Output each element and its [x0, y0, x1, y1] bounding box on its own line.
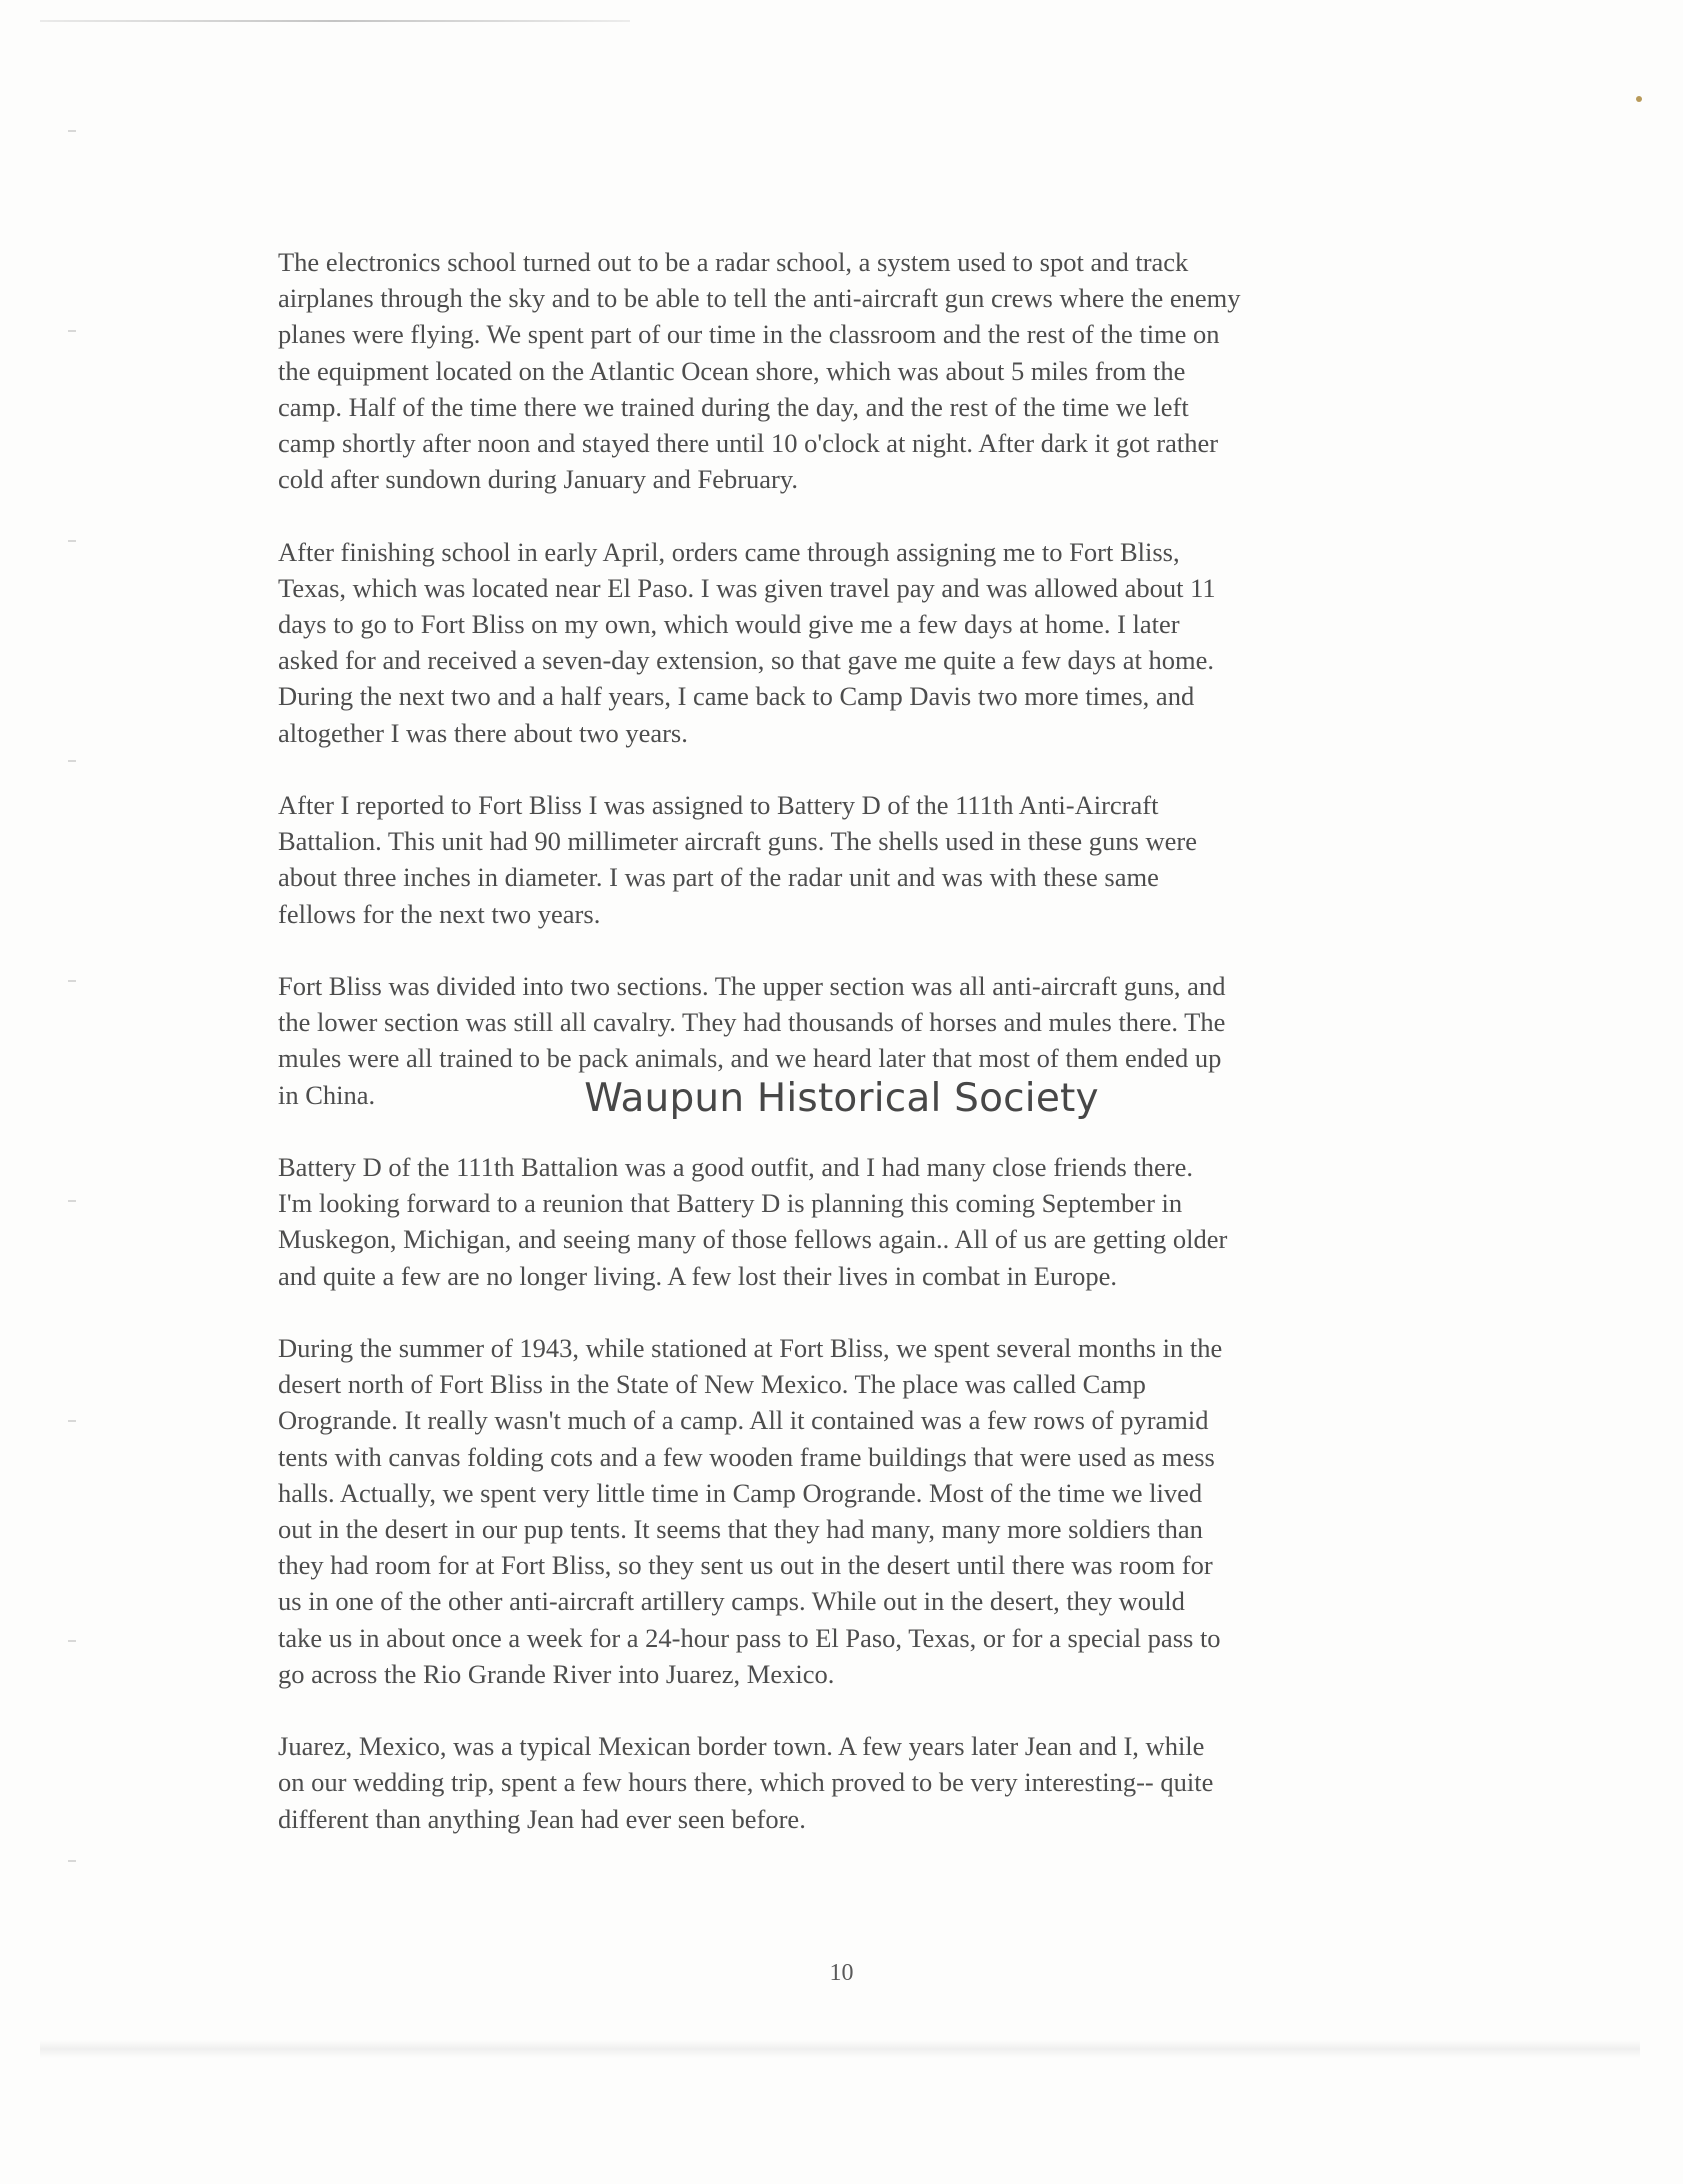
paragraph-battery-d-reunion: Battery D of the 111th Battalion was a good outfit, and I had many close friends there. I'm looking forward to a reunion that Battery D is planning this coming September in Muskegon, Michigan, and seeing many of those fellows again.. All of us are getting older and quite a few are no longer living. A few lost their lives in combat in Europe. — [278, 1152, 1228, 1291]
scan-left-margin-marks — [68, 120, 78, 2020]
watermark: Waupun Historical Society — [584, 1076, 1099, 1121]
paragraph-fort-bliss-sections: Fort Bliss was divided into two sections. The upper section was all anti-aircraft guns, and the lower section was still all cavalry. They had thousands of horses and mules there. The mules were all trained to be pack animals, and we heard later that most of them ended up in China. — [278, 971, 1226, 1110]
document-body — [278, 244, 1438, 1873]
scan-top-rule — [40, 20, 630, 22]
paragraph-camp-orogrande: During the summer of 1943, while stationed at Fort Bliss, we spent several months in the desert north of Fort Bliss in the State of New Mexico. The place was called Camp Orogrande. It really wasn't much of a camp. All it contained was a few rows of pyramid tents with canvas folding cots and a few wooden frame buildings that were used as mess halls. Actually, we spent very little time in Camp Orogrande. Most of the time we lived out in the desert in our pup tents. It seems that they had many, many more soldiers than they had room for at Fort Bliss, so they sent us out in the desert until there was room for us in one of the other anti-aircraft artillery camps. While out in the desert, they would take us in about once a week for a 24-hour pass to El Paso, Texas, or for a special pass to go across the Rio Grande River into Juarez, Mexico. — [278, 1333, 1223, 1689]
paragraph-fort-bliss-orders: After finishing school in early April, orders came through assigning me to Fort Bliss, Texas, which was located near El Paso. I was given travel pay and was allowed about 11 days to go to Fort Bliss on my own, which would give me a few days at home. I later asked for and received a seven-day extension, so that gave me quite a few days at home. During the next two and a half years, I came back to Camp Davis two more times, and altogether I was there about two years. — [278, 536, 1216, 748]
page-number: 10 — [829, 1960, 854, 1986]
scan-bottom-band — [40, 2040, 1640, 2058]
paragraph-radar-school: The electronics school turned out to be a radar school, a system used to spot and track airplanes through the sky and to be able to tell the anti-aircraft gun crews where the enemy planes were flying. We spent part of our time in the classroom and the rest of the time on the equipment located on the Atlantic Ocean shore, which was about 5 miles from the camp. Half of the time there we trained during the day, and the rest of the time we left camp shortly after noon and stayed there until 10 o'clock at night. After dark it got rather cold after sundown during January and February. — [278, 247, 1241, 495]
paragraph-battery-d-assignment: After I reported to Fort Bliss I was assigned to Battery D of the 111th Anti-Aircraft Battalion. This unit had 90 millimeter aircraft guns. The shells used in these guns were about three inches in diameter. I was part of the radar unit and was with these same fellows for the next two years. — [278, 790, 1197, 929]
paragraph-juarez: Juarez, Mexico, was a typical Mexican border town. A few years later Jean and I, while on our wedding trip, spent a few hours there, which proved to be very interesting-- quite different than anything Jean had ever seen before. — [278, 1731, 1214, 1834]
scan-speck — [1636, 96, 1642, 102]
